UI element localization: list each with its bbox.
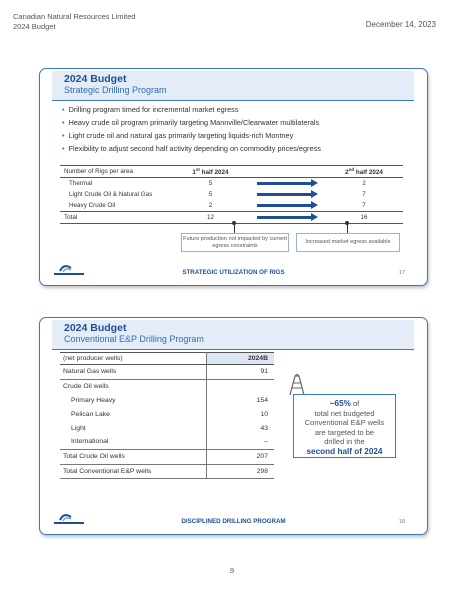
title-divider <box>52 100 414 101</box>
slide-subtitle: Strategic Drilling Program <box>64 85 167 95</box>
column-header-first-half: 1st half 2024 <box>171 166 249 178</box>
table-row: Total Conventional E&P wells 298 <box>60 464 274 479</box>
table-row: International – <box>60 435 274 449</box>
table-total-row: Total 12 16 <box>60 212 403 224</box>
table-row: Total Crude Oil wells 207 <box>60 449 274 464</box>
header-date: December 14, 2023 <box>365 20 436 29</box>
page-header-left <box>13 12 136 32</box>
note-right: Increased market egress available <box>296 233 400 252</box>
document-name: 2024 Budget <box>13 22 56 31</box>
arrow-right-icon <box>249 189 325 200</box>
table-row: Thermal 5 2 <box>69 180 366 187</box>
callout-box: ~65% of total net budgeted Conventional E&P wells are targeted to be drilled in the second half of 2024 <box>293 394 396 458</box>
note-left: Future production not impacted by current egress constraints <box>181 233 289 252</box>
table-row: Light 43 <box>60 421 274 435</box>
drilling-rig-icon <box>287 374 307 396</box>
table-row: Heavy Crude Oil 2 7 <box>69 202 366 209</box>
arrow-right-icon <box>249 200 325 211</box>
slide-strategic-drilling <box>39 68 428 286</box>
table-row: Crude Oil wells <box>60 379 274 393</box>
connector-line <box>347 223 348 233</box>
slide-title: 2024 Budget <box>64 322 127 334</box>
column-header-second-half: 2nd half 2024 <box>325 166 403 178</box>
table-row: Light Crude Oil & Natural Gas 5 7 <box>69 191 366 198</box>
bullet-item: • Light crude oil and natural gas primarily targeting liquids-rich Montney <box>62 131 294 140</box>
rigs-table <box>60 165 403 224</box>
table-header-row <box>60 166 403 178</box>
slide-footer-title: DISCIPLINED DRILLING PROGRAM <box>181 518 286 525</box>
slide-footer-title: STRATEGIC UTILIZATION OF RIGS <box>182 269 285 276</box>
slide-conventional-drilling <box>39 317 428 535</box>
bullet-item: • Drilling program timed for incremental market egress <box>62 105 239 114</box>
slide-page-number: 18 <box>398 519 405 525</box>
arrow-right-icon <box>249 212 325 223</box>
title-divider <box>52 349 414 350</box>
connector-line <box>234 223 235 233</box>
slide-title: 2024 Budget <box>64 73 127 85</box>
slide-page-number: 17 <box>398 270 405 276</box>
table-header-row: (net producer wells) 2024B <box>60 353 274 365</box>
bullet-item: • Flexibility to adjust second half activity depending on commodity prices/egress <box>62 144 321 153</box>
arrow-right-icon <box>249 178 325 189</box>
table-row: Pelican Lake 10 <box>60 407 274 421</box>
table-row: Primary Heavy 154 <box>60 394 274 408</box>
company-name: Canadian Natural Resources Limited <box>13 12 136 21</box>
bullet-item: • Heavy crude oil program primarily targeting Mannville/Clearwater multilaterals <box>62 118 320 127</box>
page-number: 9 <box>229 566 235 575</box>
column-header-area: Number of Rigs per area <box>60 166 171 178</box>
wells-table <box>60 352 274 479</box>
slide-subtitle: Conventional E&P Drilling Program <box>64 334 204 344</box>
table-row: Natural Gas wells 91 <box>60 365 274 380</box>
bullet-list <box>62 103 321 155</box>
